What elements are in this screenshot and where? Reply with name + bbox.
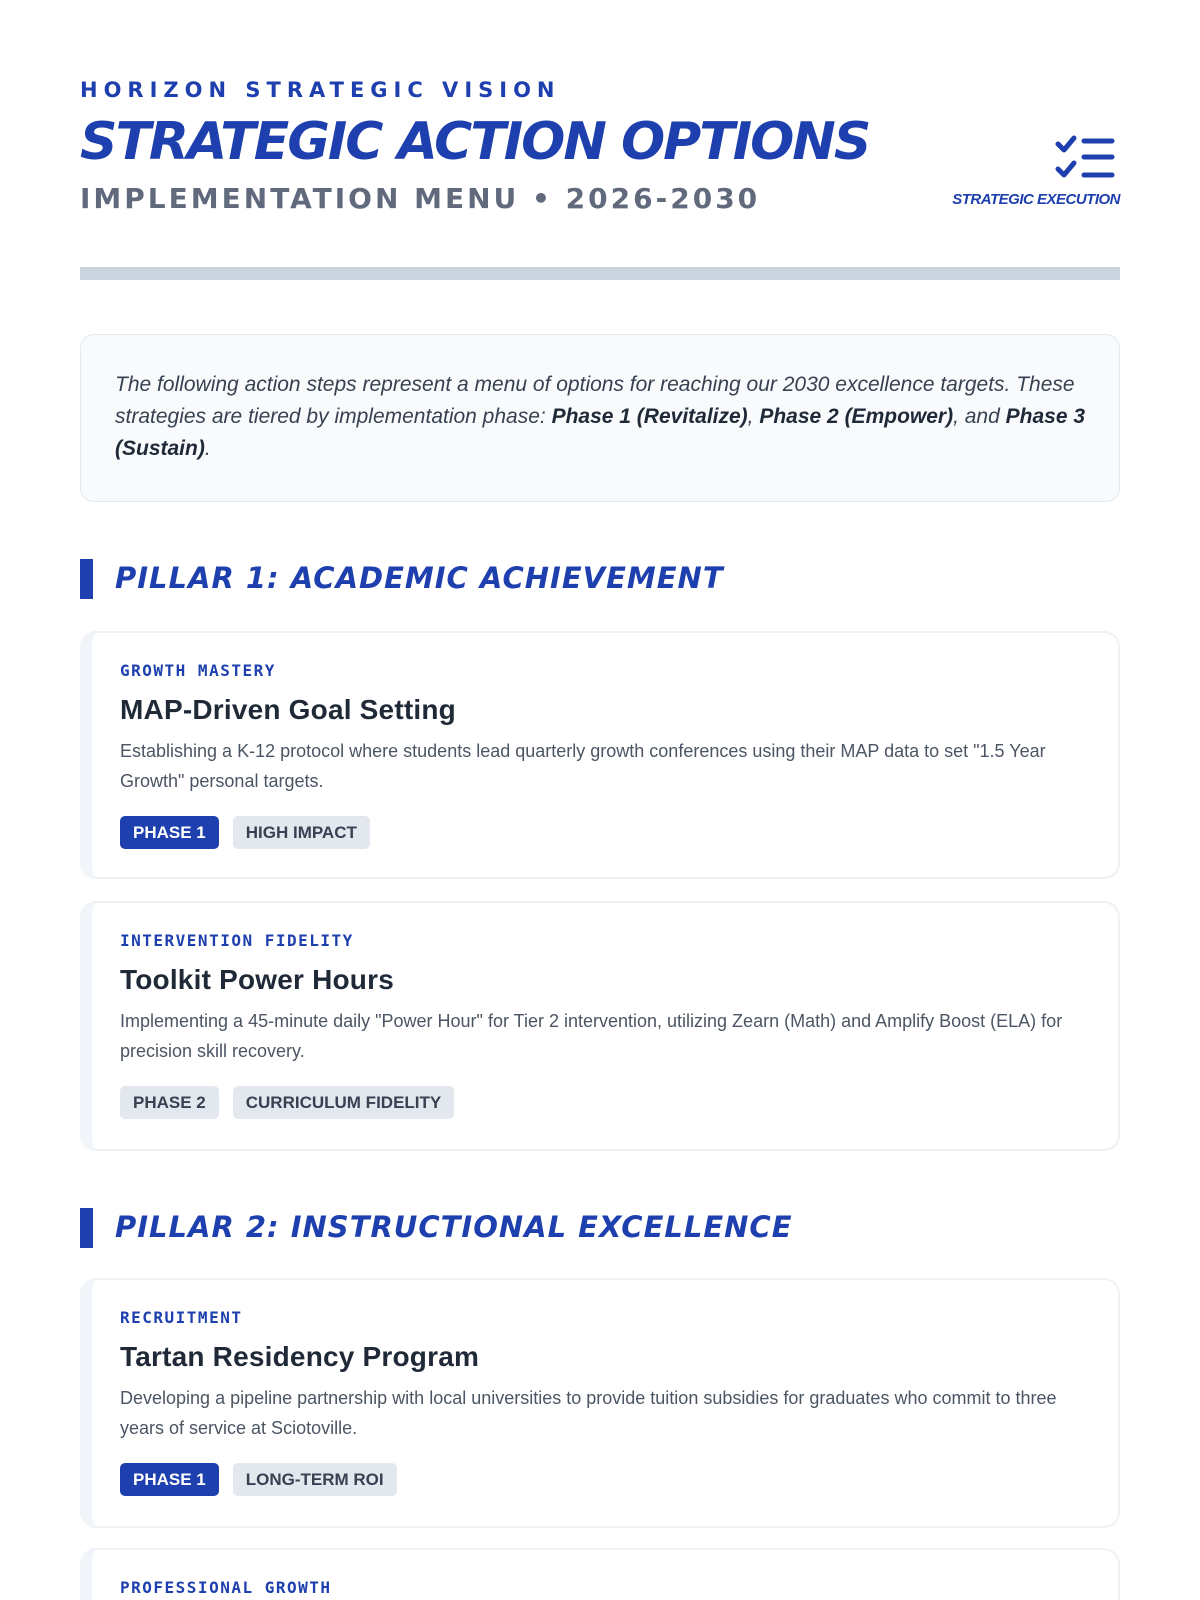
card-tags (120, 1086, 1090, 1119)
intro-callout (80, 334, 1120, 502)
action-card (80, 1278, 1120, 1528)
page-subtitle: IMPLEMENTATION MENU • 2026-2030 (80, 182, 761, 215)
strategic-execution-badge (950, 133, 1120, 208)
card-title: Tartan Residency Program (120, 1341, 480, 1372)
card-description: Establishing a K-12 protocol where students lead quarterly growth conferences using their MAP data to set "1.5 Year Growth" personal targets. (120, 741, 1046, 791)
card-title: Toolkit Power Hours (120, 964, 394, 995)
page-title: STRATEGIC ACTION OPTIONS (80, 112, 870, 172)
card-category: PROFESSIONAL GROWTH (120, 1578, 332, 1597)
card-category: INTERVENTION FIDELITY (120, 931, 354, 950)
action-card (80, 631, 1120, 879)
pillar-heading (80, 559, 1120, 599)
phase-tag: PHASE 2 (120, 1086, 219, 1119)
action-card (80, 1548, 1120, 1600)
pillar-accent-bar (80, 559, 93, 599)
action-card (80, 901, 1120, 1151)
phase-3-label: Phase 3 (Sustain) (115, 405, 1086, 460)
card-title: MAP-Driven Goal Setting (120, 694, 456, 725)
card-description: Implementing a 45-minute daily "Power Hour" for Tier 2 intervention, utilizing Zearn (Math) and Amplify Boost (ELA) for precision skill recovery. (120, 1011, 1063, 1061)
intro-text: The following action steps represent a menu of options for reaching our 2030 excellence targets. These strategies are tiered by implementation phase: (115, 373, 1075, 428)
pillar-heading (80, 1208, 1120, 1248)
phase-tag: PHASE 1 (120, 1463, 219, 1496)
intro-sep: , (747, 405, 760, 428)
card-tags (120, 816, 1090, 849)
phase-tag: PHASE 1 (120, 816, 219, 849)
header-divider (80, 267, 1120, 280)
card-category: GROWTH MASTERY (120, 661, 276, 680)
impact-tag: CURRICULUM FIDELITY (233, 1086, 454, 1119)
impact-tag: HIGH IMPACT (233, 816, 370, 849)
brand-label: HORIZON STRATEGIC VISION (80, 78, 561, 102)
card-description: Developing a pipeline partnership with local universities to provide tuition subsidies for graduates who commit to three years of service at Sciotoville. (120, 1388, 1057, 1438)
strategic-execution-label: STRATEGIC EXECUTION (952, 191, 1120, 208)
page-header (80, 78, 1120, 228)
pillar-title: PILLAR 1: ACADEMIC ACHIEVEMENT (115, 561, 724, 595)
card-tags (120, 1463, 1090, 1496)
impact-tag: LONG-TERM ROI (233, 1463, 397, 1496)
phase-2-label: Phase 2 (Empower) (759, 405, 954, 428)
checklist-icon (1054, 133, 1116, 185)
pillar-accent-bar (80, 1208, 93, 1248)
intro-sep: , and (953, 405, 1006, 428)
card-category: RECRUITMENT (120, 1308, 243, 1327)
intro-end: . (204, 437, 211, 460)
pillar-title: PILLAR 2: INSTRUCTIONAL EXCELLENCE (115, 1210, 793, 1244)
phase-1-label: Phase 1 (Revitalize) (551, 405, 748, 428)
